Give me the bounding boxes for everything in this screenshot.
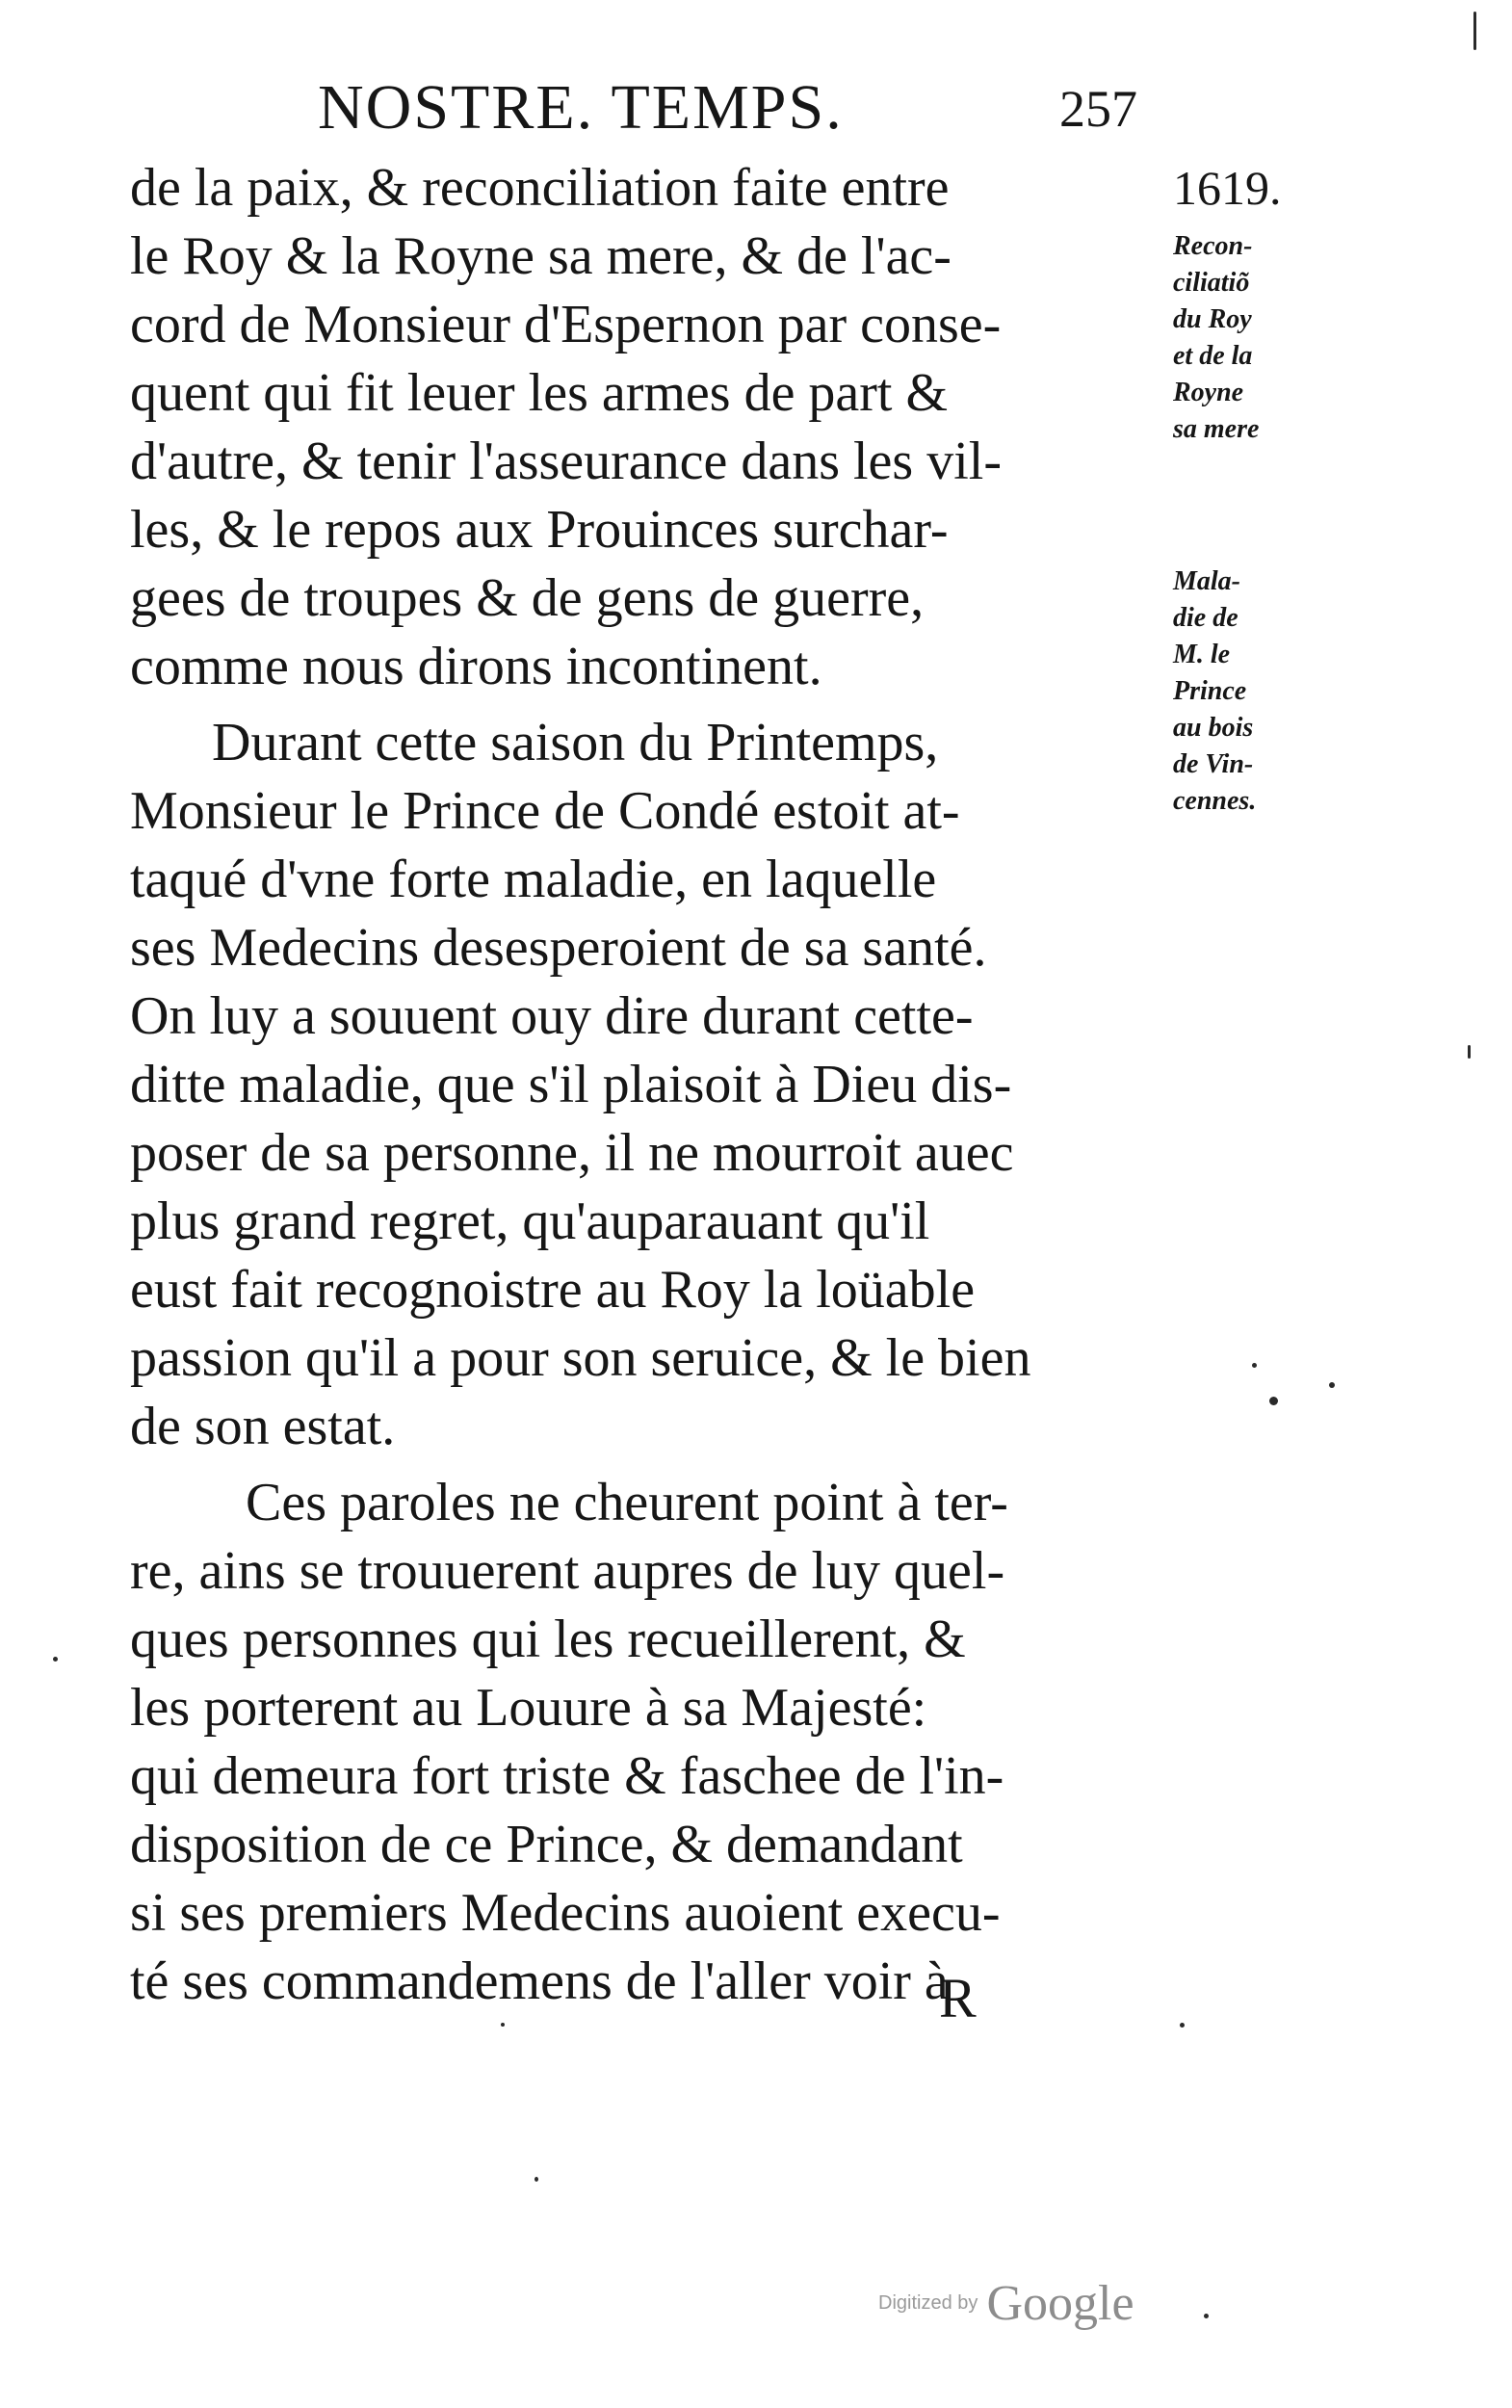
text-line: ditte maladie, que s'il plaisoit à Dieu dis- — [130, 1055, 1012, 1114]
text-line: Monsieur le Prince de Condé estoit at- — [130, 781, 960, 841]
margin-note-line: sa mere — [1173, 414, 1260, 444]
margin-note-line: cennes. — [1173, 786, 1257, 816]
text-line: taqué d'vne forte maladie, en laquelle — [130, 850, 937, 909]
margin-note-line: de Vin- — [1173, 749, 1254, 779]
scan-speck — [53, 1657, 58, 1662]
margin-year: 1619. — [1173, 161, 1282, 215]
text-line: de la paix, & reconciliation faite entre — [130, 158, 950, 218]
text-line: gees de troupes & de gens de guerre, — [130, 568, 925, 628]
page-header — [318, 69, 1185, 156]
running-title: NOSTRE. TEMPS. — [318, 72, 844, 143]
page-number: 257 — [1059, 80, 1137, 138]
text-line: re, ains se trouuerent aupres de luy quel- — [130, 1541, 1005, 1601]
text-line: On luy a souuent ouy dire durant cette- — [130, 986, 974, 1046]
scan-speck — [1252, 1363, 1257, 1368]
text-line: qui demeura fort triste & faschee de l'in- — [130, 1746, 1004, 1806]
paragraph-start-line: Durant cette saison du Printemps, — [212, 713, 939, 772]
margin-note-illness — [1173, 563, 1366, 820]
scan-speck — [1329, 1382, 1335, 1388]
margin-note-reconciliation — [1173, 228, 1366, 448]
paragraph-start-line: Ces paroles ne cheurent point à ter- — [246, 1473, 1008, 1532]
text-line: disposition de ce Prince, & demandant — [130, 1815, 963, 1874]
margin-note-line: die de — [1173, 603, 1238, 633]
scan-speck — [1180, 2023, 1185, 2028]
text-line: les porterent au Louure à sa Majesté: — [130, 1678, 927, 1738]
margin-note-line: M. le — [1173, 640, 1231, 669]
paragraph-gap — [130, 701, 1175, 709]
margin-note-line: Royne — [1173, 378, 1244, 407]
text-line: té ses commandemens de l'aller voir à — [130, 1951, 949, 2011]
text-line: ques personnes qui les recueillerent, & — [130, 1610, 966, 1669]
scan-speck — [1473, 12, 1476, 50]
text-line: d'autre, & tenir l'asseurance dans les vil- — [130, 432, 1002, 491]
margin-note-line: Prince — [1173, 676, 1247, 706]
google-watermark — [878, 2275, 1134, 2332]
scan-speck — [534, 2177, 538, 2182]
scan-speck — [1468, 1045, 1471, 1059]
text-line: si ses premiers Medecins auoient execu- — [130, 1883, 1001, 1943]
text-line: poser de sa personne, il ne mourroit auec — [130, 1123, 1014, 1183]
text-line: comme nous dirons incontinent. — [130, 637, 822, 696]
text-line: le Roy & la Royne sa mere, & de l'ac- — [130, 226, 952, 286]
text-line: quent qui fit leuer les armes de part & — [130, 363, 949, 423]
main-text — [130, 154, 1175, 2016]
text-line: ses Medecins desesperoient de sa santé. — [130, 918, 987, 978]
text-line: les, & le repos aux Prouinces surchar- — [130, 500, 949, 560]
signature-mark: R — [939, 1967, 977, 2029]
margin-note-line: du Roy — [1173, 304, 1252, 334]
text-line: passion qu'il a pour son seruice, & le bien — [130, 1328, 1031, 1388]
paragraph-gap — [130, 1461, 1175, 1469]
digitized-by-label: Digitized by — [878, 2292, 978, 2314]
margin-note-line: Recon- — [1173, 231, 1253, 261]
margin-note-line: et de la — [1173, 341, 1253, 371]
scan-speck — [1269, 1397, 1278, 1405]
margin-note-line: ciliatiõ — [1173, 268, 1250, 298]
margin-notes — [1173, 154, 1366, 820]
text-line: cord de Monsieur d'Espernon par conse- — [130, 295, 1002, 354]
scan-speck — [501, 2023, 505, 2027]
text-line: de son estat. — [130, 1397, 396, 1456]
scan-speck — [1204, 2314, 1209, 2318]
google-logo: Google — [986, 2276, 1134, 2331]
margin-note-line: Mala- — [1173, 566, 1240, 596]
text-line: plus grand regret, qu'auparauant qu'il — [130, 1191, 930, 1251]
text-line: eust fait recognoistre au Roy la loüable — [130, 1260, 976, 1320]
margin-note-line: au bois — [1173, 713, 1254, 743]
